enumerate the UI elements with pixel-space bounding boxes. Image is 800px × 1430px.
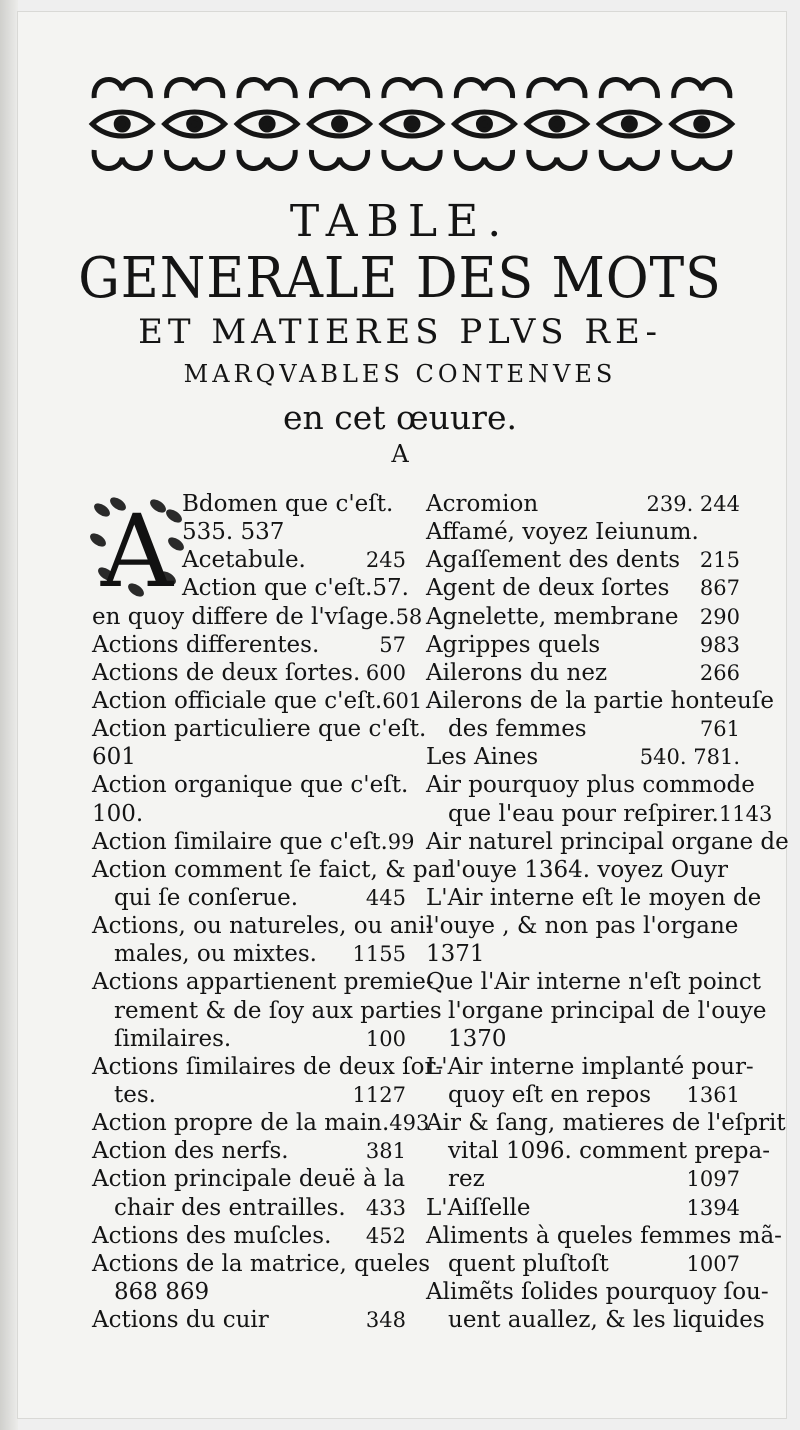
entry-text: 601 (92, 744, 136, 771)
entry-text: Air & ſang, matieres de l'eſprit (426, 1110, 786, 1137)
entry-text: Acetabule. (182, 547, 306, 574)
index-entry (426, 1053, 754, 1081)
entry-text: L'Air interne eſt le moyen de (426, 884, 762, 911)
entry-text: 535. 537 (182, 519, 285, 546)
index-entry (426, 1109, 786, 1137)
entry-text: Actions appartienent premie- (92, 969, 434, 996)
index-entry (426, 771, 755, 799)
entry-text: L'Aiſſelle (426, 1194, 531, 1221)
entry-text: Action comment ſe faict, & par (92, 856, 453, 883)
entry-page-number: 600 (365, 660, 406, 685)
dropcap-letter: A (100, 494, 174, 598)
entry-text: Aliments à queles femmes mã- (426, 1222, 782, 1249)
entry-text: 1370 (448, 1025, 507, 1052)
entry-text: 1371 (426, 941, 485, 968)
entry-text: Action particuliere que c'eſt. (92, 716, 427, 743)
index-entry (426, 574, 740, 602)
entry-page-number: 493 (389, 1111, 430, 1136)
index-column-right (426, 490, 789, 1334)
entry-page-number: 290 (699, 604, 740, 629)
index-entry (92, 1081, 406, 1109)
index-entry (92, 659, 406, 687)
index-entry (426, 997, 767, 1025)
section-letter: A (391, 440, 409, 468)
entry-page-number: 58 (395, 604, 423, 629)
entry-text: Actions differentes. (92, 631, 320, 658)
index-entry (426, 1222, 782, 1250)
entry-page-number: 1007 (686, 1251, 740, 1276)
entry-page-number: 1097 (686, 1167, 740, 1192)
index-entry (426, 1278, 769, 1306)
index-entry (92, 574, 409, 602)
index-entry (426, 687, 774, 715)
entry-text: rez (448, 1166, 485, 1193)
index-entry (426, 1081, 740, 1109)
entry-text: Bdomen que c'eſt. (182, 491, 394, 517)
index-entry (426, 715, 740, 743)
index-entry (426, 490, 740, 518)
entry-text: Actions ſimilaires de deux ſor- (92, 1053, 444, 1080)
index-entry (92, 800, 406, 828)
title-marquables: MARQVABLES CONTENVES (183, 360, 617, 388)
entry-page-number: 381 (365, 1139, 406, 1164)
entry-text: Actions des muſcles. (92, 1222, 332, 1249)
entry-text: Agaſſement des dents (426, 547, 681, 574)
index-entry (426, 940, 740, 968)
index-entry (92, 687, 423, 715)
index-entry (92, 828, 415, 856)
entry-text: l'organe principal de l'ouye (448, 997, 767, 1024)
index-entry (426, 603, 740, 631)
entry-page-number: 983 (699, 632, 740, 657)
index-entry (426, 828, 789, 856)
index-entry (92, 997, 442, 1025)
index-entry (426, 659, 740, 687)
entry-text: vital 1096. comment prepa- (448, 1138, 770, 1165)
entry-text: qui ſe conſerue. (114, 884, 299, 911)
entry-page-number: 601 (382, 688, 423, 713)
title-generale-des-mots: GENERALE DES MOTS (78, 246, 722, 311)
index-entry (92, 631, 406, 659)
index-entry (92, 715, 427, 743)
entry-text: quoy eſt en repos (448, 1081, 652, 1108)
entry-text: rement & de ſoy aux parties (114, 997, 442, 1024)
entry-text: ſimilaires. (114, 1025, 232, 1052)
index-entry (426, 1025, 740, 1053)
index-entry (426, 1165, 740, 1193)
entry-text: L'Air interne implanté pour- (426, 1053, 754, 1080)
entry-text: Agent de deux ſortes (426, 575, 670, 602)
entry-page-number: 99 (387, 829, 415, 854)
entry-text: Action officiale que c'eſt. (92, 687, 383, 714)
entry-text: Action organique que c'eſt. (92, 772, 409, 799)
index-entry (92, 1222, 406, 1250)
index-entry (92, 1250, 431, 1278)
entry-text: Air naturel principal organe de (426, 828, 789, 855)
entry-text: Ailerons de la partie honteuſe (426, 687, 774, 714)
index-entry (426, 800, 773, 828)
entry-text: 100. (92, 800, 144, 827)
index-entry (92, 1109, 430, 1137)
index-entry (92, 912, 434, 940)
entry-text: Agnelette, membrane (426, 603, 679, 630)
entry-text: Action des nerfs. (92, 1138, 289, 1165)
entry-text: Alimẽts ſolides pourquoy ſou- (426, 1278, 769, 1305)
entry-page-number: 433 (365, 1195, 406, 1220)
entry-text: Que l'Air interne n'eſt poinct (426, 969, 761, 996)
entry-text: Actions de deux ſortes. (92, 659, 361, 686)
entry-text: tes. (114, 1081, 156, 1108)
entry-text: des femmes (448, 716, 587, 743)
entry-text: Actions de la matrice, queles (92, 1250, 431, 1277)
entry-text: que l'eau pour reſpirer. (448, 800, 719, 827)
index-entry (92, 1306, 406, 1334)
index-entry (92, 490, 406, 518)
entry-page-number: 57 (379, 632, 406, 657)
index-entry (92, 518, 406, 546)
index-entry (92, 940, 406, 968)
index-entry (426, 743, 740, 771)
index-entry (92, 771, 409, 799)
entry-text: Agrippes quels (426, 631, 601, 658)
entry-text: Acromion (426, 491, 539, 517)
entry-page-number: 100 (365, 1026, 406, 1051)
entry-text: Action ſimilaire que c'eſt. (92, 828, 388, 855)
entry-text: chair des entrailles. (114, 1194, 346, 1221)
entry-page-number: 1155 (352, 942, 406, 967)
headpiece-ornament (86, 68, 738, 180)
entry-page-number: 266 (699, 660, 740, 685)
index-entry (426, 1306, 765, 1334)
entry-text: Affamé, voyez Ieiunum. (426, 519, 699, 546)
entry-page-number: 452 (365, 1223, 406, 1248)
index-entry (426, 856, 740, 884)
entry-text: en quoy differe de l'vſage. (92, 603, 396, 630)
title-en-cet-oeuure: en cet œuure. (283, 398, 517, 437)
index-entry (92, 743, 406, 771)
entry-text: Actions, ou natureles, ou ani- (92, 913, 434, 940)
entry-page-number: 1143 (718, 801, 773, 826)
entry-page-number: 1361 (686, 1082, 740, 1107)
index-entry (92, 1278, 406, 1306)
index-entry (426, 631, 740, 659)
title-table: TABLE. (289, 196, 511, 247)
index-entry (92, 1165, 406, 1193)
index-entry (426, 518, 740, 546)
index-entry (92, 1053, 444, 1081)
entry-text: l'ouye 1364. voyez Ouyr (448, 856, 728, 883)
index-entry (426, 884, 762, 912)
index-column-left (92, 490, 453, 1334)
index-entry (426, 1194, 740, 1222)
index-entry (426, 1137, 770, 1165)
entry-text: Action que c'eſt.57. (182, 575, 409, 602)
entry-page-number: 215 (699, 548, 740, 573)
entry-page-number: 867 (699, 576, 740, 601)
index-entry (92, 546, 406, 574)
entry-page-number: 1127 (352, 1082, 406, 1107)
entry-text: quent pluſtoſt (448, 1250, 609, 1277)
entry-text: 868 869 (114, 1278, 210, 1305)
entry-page-number: 1394 (686, 1195, 740, 1220)
index-entry (92, 884, 406, 912)
index-entry (92, 1025, 406, 1053)
index-entry (426, 546, 740, 574)
index-entry (426, 968, 761, 996)
entry-page-number: 445 (365, 885, 406, 910)
entry-page-number: 348 (365, 1308, 406, 1333)
entry-text: Les Aines (426, 744, 539, 771)
index-entry (92, 1137, 406, 1165)
entry-text: Actions du cuir (92, 1307, 269, 1334)
entry-page-number: 245 (365, 548, 406, 573)
index-entry (92, 856, 453, 884)
entry-text: Action principale deuë à la (92, 1166, 406, 1193)
entry-page-number: 540. 781. (639, 745, 740, 770)
index-entry (426, 1250, 740, 1278)
entry-text: males, ou mixtes. (114, 941, 317, 968)
index-entry (92, 1194, 406, 1222)
index-entry (92, 968, 434, 996)
entry-page-number: 761 (699, 717, 740, 742)
entry-text: uent auallez, & les liquides (448, 1307, 765, 1334)
entry-page-number: 239. 244 (646, 492, 740, 516)
entry-text: l'ouye , & non pas l'organe (426, 913, 739, 940)
entry-text: Action propre de la main. (92, 1110, 390, 1137)
index-entry (92, 603, 423, 631)
entry-text: Air pourquoy plus commode (426, 772, 755, 799)
index-entry (426, 912, 740, 940)
entry-text: Ailerons du nez (426, 659, 608, 686)
title-et-matieres: ET MATIERES PLVS RE- (138, 312, 662, 352)
